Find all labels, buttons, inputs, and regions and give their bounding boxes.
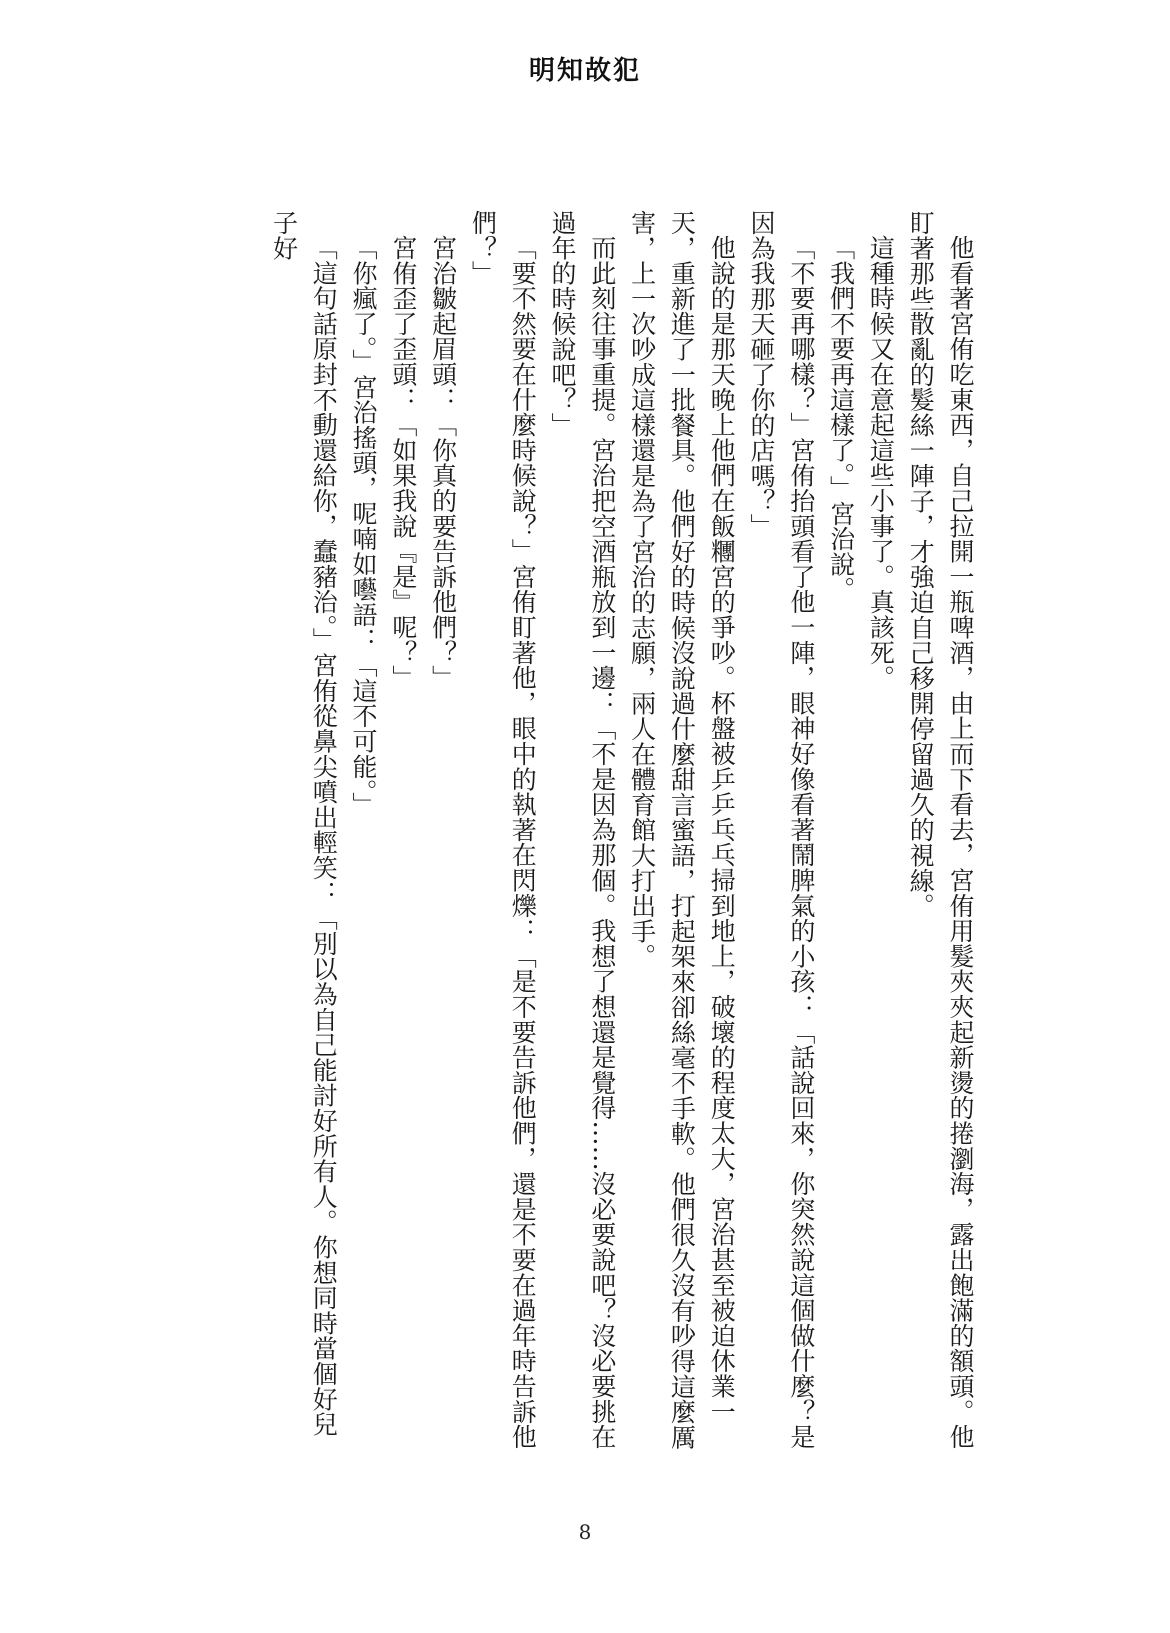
paragraph: 而此刻往事重提。宮治把空酒瓶放到一邊：「不是因為那個。我想了想還是覺得……沒必要說吧？沒必要挑在過年的時候說吧？」 <box>548 210 617 1450</box>
body-text <box>225 210 980 1450</box>
page-number: 8 <box>578 1520 592 1544</box>
paragraph: 宮侑歪了歪頭：「如果我說『是』呢？」 <box>388 235 418 691</box>
paragraph: 這種時候又在意起這些小事了。真該死。 <box>866 235 896 691</box>
paragraph: 他看著宮侑吃東西，自己拉開一瓶啤酒，由上而下看去，宮侑用髮夾夾起新燙的捲瀏海，露出飽滿的額頭。他盯著那些散亂的髮絲一陣子，才強迫自己移開停留過久的視線。 <box>906 210 975 1450</box>
paragraph: 「你瘋了。」宮治搖頭，呢喃如囈語：「這不可能。」 <box>349 235 379 818</box>
paragraph: 「不要再哪樣？」宮侑抬頭看了他一陣，眼神好像看著鬧脾氣的小孩：「話說回來，你突然說這個做什麼？是因為我那天砸了你的店嗎？」 <box>747 210 816 1450</box>
paragraph: 「要不然要在什麼時候說？」宮侑盯著他，眼中的執著在閃爍：「是不要告訴他們，還是不要在過年時告訴他們？」 <box>468 210 538 1450</box>
page-title: 明知故犯 <box>528 56 641 86</box>
paragraph: 「這句話原封不動還給你，蠢豬治。」宮侑從鼻尖噴出輕笑：「別以為自己能討好所有人。你想同時當個好兒子好 <box>269 210 339 1437</box>
paragraph: 宮治皺起眉頭：「你真的要告訴他們？」 <box>428 235 458 691</box>
paragraph: 「我們不要再這樣了。」宮治說。 <box>826 235 856 602</box>
paragraph: 他說的是那天晚上他們在飯糰宮的爭吵。杯盤被乒乒乓乓掃到地上，破壞的程度太大，宮治甚至被迫休業一天，重新進了一批餐具。他們好的時候沒說過什麼甜言蜜語，打起架來卻絲毫不手軟。他們很久沒有吵得這麼厲害，上一次吵成這樣還是為了宮治的志願，兩人在體育館大打出手。 <box>627 210 737 1450</box>
